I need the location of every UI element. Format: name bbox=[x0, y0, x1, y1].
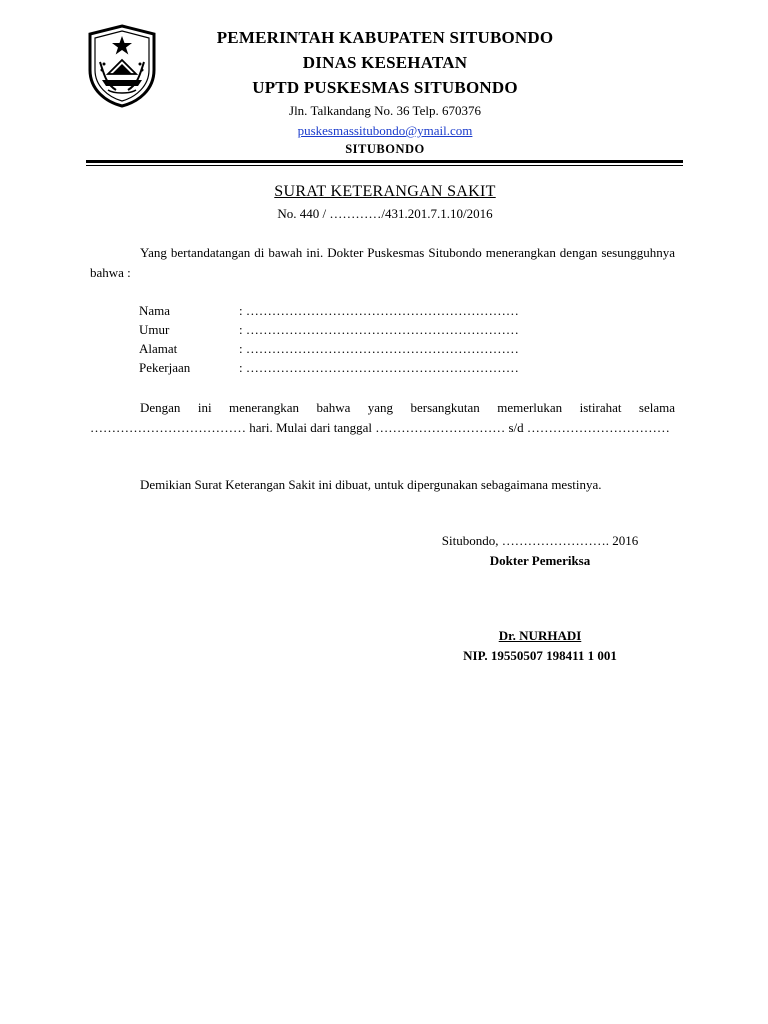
letter-closing: Demikian Surat Keterangan Sakit ini dibuat, untuk dipergunakan sebagaimana mestinya. bbox=[140, 477, 602, 492]
header-email-link[interactable]: puskesmassitubondo@ymail.com bbox=[297, 123, 473, 138]
field-label: Pekerjaan bbox=[139, 360, 191, 375]
header-email-wrap bbox=[180, 123, 590, 139]
signature-role: Dokter Pemeriksa bbox=[489, 553, 591, 568]
field-value: : ……………………………………………………… bbox=[239, 360, 519, 375]
header-city: SITUBONDO bbox=[345, 142, 425, 156]
field-row-name bbox=[139, 301, 559, 320]
field-label: Nama bbox=[139, 303, 171, 318]
field-label: Alamat bbox=[139, 341, 178, 356]
field-value: : ……………………………………………………… bbox=[239, 303, 519, 318]
header-government: PEMERINTAH KABUPATEN SITUBONDO bbox=[216, 28, 554, 47]
signature-nip: NIP. 19550507 198411 1 001 bbox=[463, 648, 617, 663]
header-divider-thick bbox=[86, 160, 683, 163]
field-value: : ……………………………………………………… bbox=[239, 341, 519, 356]
letter-number: No. 440 / …………/431.201.7.1.10/2016 bbox=[277, 206, 493, 221]
letter-title: SURAT KETERANGAN SAKIT bbox=[274, 183, 496, 200]
letter-intro: Yang bertandatangan di bawah ini. Dokter Puskesmas Situbondo menerangkan dengan sesungguhnya bahwa : bbox=[90, 245, 675, 280]
field-row-address bbox=[139, 339, 559, 358]
field-label: Umur bbox=[139, 322, 170, 337]
field-row-age bbox=[139, 320, 559, 339]
signature-place-date: Situbondo, ……………………. 2016 bbox=[441, 533, 639, 548]
header-department: DINAS KESEHATAN bbox=[302, 53, 468, 72]
header-unit: UPTD PUSKESMAS SITUBONDO bbox=[252, 78, 518, 97]
letter-body: Dengan ini menerangkan bahwa yang bersangkutan memerlukan istirahat selama ……………………………… hari. Mulai dari tanggal ………………………… s/d …………………………… bbox=[90, 400, 675, 435]
field-row-occupation bbox=[139, 358, 559, 377]
regency-coat-of-arms-icon bbox=[86, 24, 158, 108]
field-value: : ……………………………………………………… bbox=[239, 322, 519, 337]
header-divider-thin bbox=[86, 165, 683, 166]
signature-name: Dr. NURHADI bbox=[498, 628, 582, 643]
header-address: Jln. Talkandang No. 36 Telp. 670376 bbox=[289, 103, 481, 118]
